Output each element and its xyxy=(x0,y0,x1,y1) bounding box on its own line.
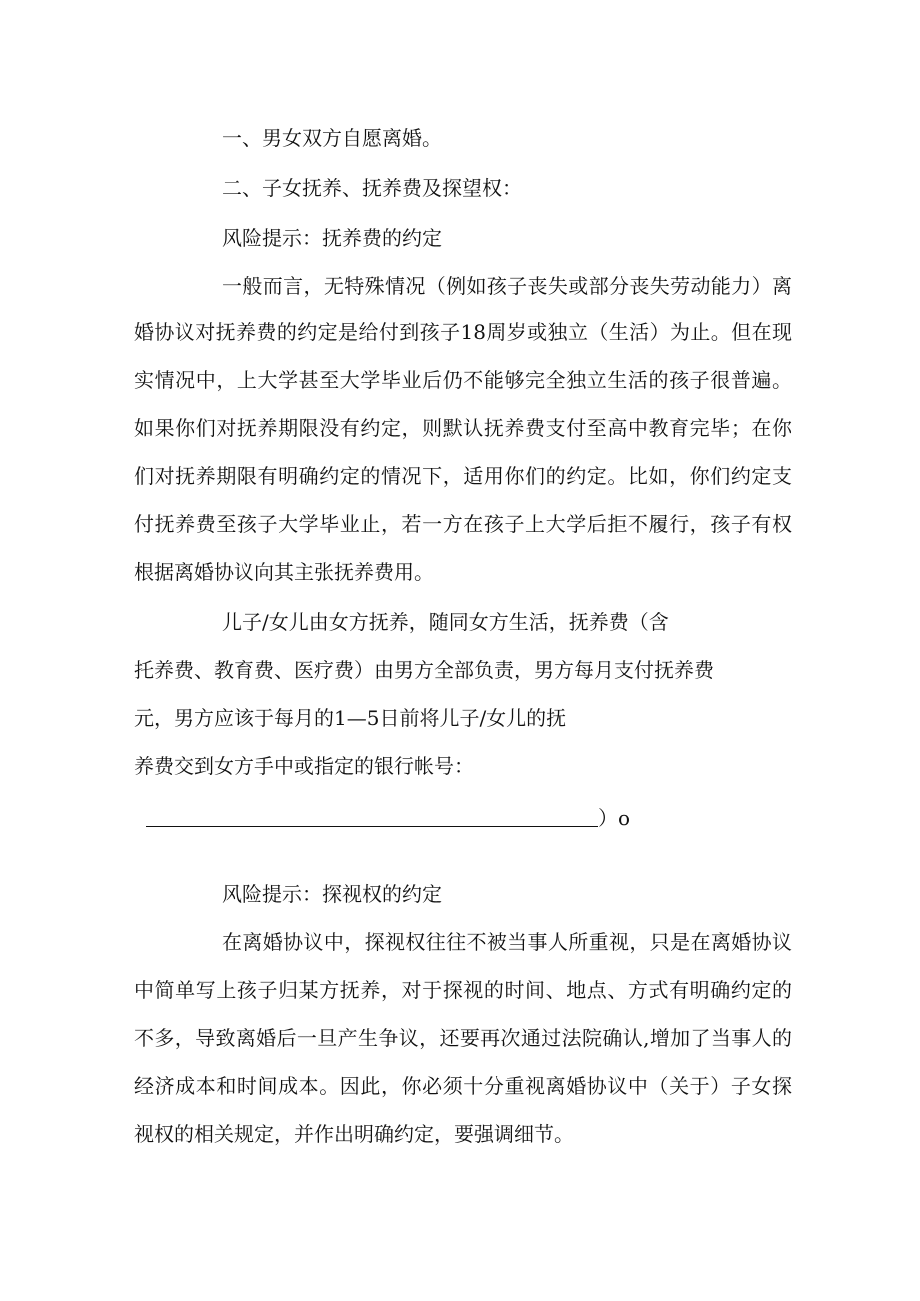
custody-clause-line: 养费交到女方手中或指定的银行帐号： xyxy=(134,754,474,778)
visitation-paragraph-line: 不多，导致离婚后一旦产生争议，还要再次通过法院确认,增加了当事人的 xyxy=(134,1026,792,1050)
risk-note-alimony-title: 风险提示：抚养费的约定 xyxy=(222,226,442,250)
custody-clause-line: 托养费、教育费、医疗费）由男方全部负责，男方每月支付抚养费 xyxy=(134,658,714,682)
section-2-heading: 二、子女抚养、抚养费及探望权： xyxy=(222,176,522,200)
alimony-paragraph-line: 实情况中，上大学甚至大学毕业后仍不能够完全独立生活的孩子很普遍。 xyxy=(134,368,792,392)
alimony-paragraph-line: 付抚养费至孩子大学毕业止，若一方在孩子上大学后拒不履行，孩子有权 xyxy=(134,512,792,536)
section-1-heading: 一、男女双方自愿离婚。 xyxy=(222,126,442,150)
alimony-paragraph-line: 根据离婚协议向其主张抚养费用。 xyxy=(134,560,434,584)
visitation-paragraph-line: 经济成本和时间成本。因此，你必须十分重视离婚协议中（关于）子女探 xyxy=(134,1074,792,1098)
alimony-paragraph-line: 如果你们对抚养期限没有约定，则默认抚养费支付至高中教育完毕；在你 xyxy=(134,416,792,440)
visitation-paragraph-line: 视权的相关规定，并作出明确约定，要强调细节。 xyxy=(134,1122,574,1146)
blank-line-closing: ）o xyxy=(598,806,631,830)
visitation-paragraph-line: 中简单写上孩子归某方抚养，对于探视的时间、地点、方式有明确约定的 xyxy=(134,978,792,1002)
risk-note-visitation-title: 风险提示：探视权的约定 xyxy=(222,882,442,906)
account-number-blank-line xyxy=(146,826,598,827)
alimony-paragraph-line: 一般而言，无特殊情况（例如孩子丧失或部分丧失劳动能力）离 xyxy=(222,274,792,298)
visitation-paragraph-line: 在离婚协议中，探视权往往不被当事人所重视，只是在离婚协议 xyxy=(222,930,792,954)
alimony-paragraph-line: 们对抚养期限有明确约定的情况下，适用你们的约定。比如，你们约定支 xyxy=(134,464,792,488)
custody-clause-line: 儿子/女儿由女方抚养，随同女方生活，抚养费（含 xyxy=(222,610,669,634)
alimony-paragraph-line: 婚协议对抚养费的约定是给付到孩子18周岁或独立（生活）为止。但在现 xyxy=(134,320,792,344)
custody-clause-line: 元，男方应该于每月的1—5日前将儿子/女儿的抚 xyxy=(134,706,567,730)
